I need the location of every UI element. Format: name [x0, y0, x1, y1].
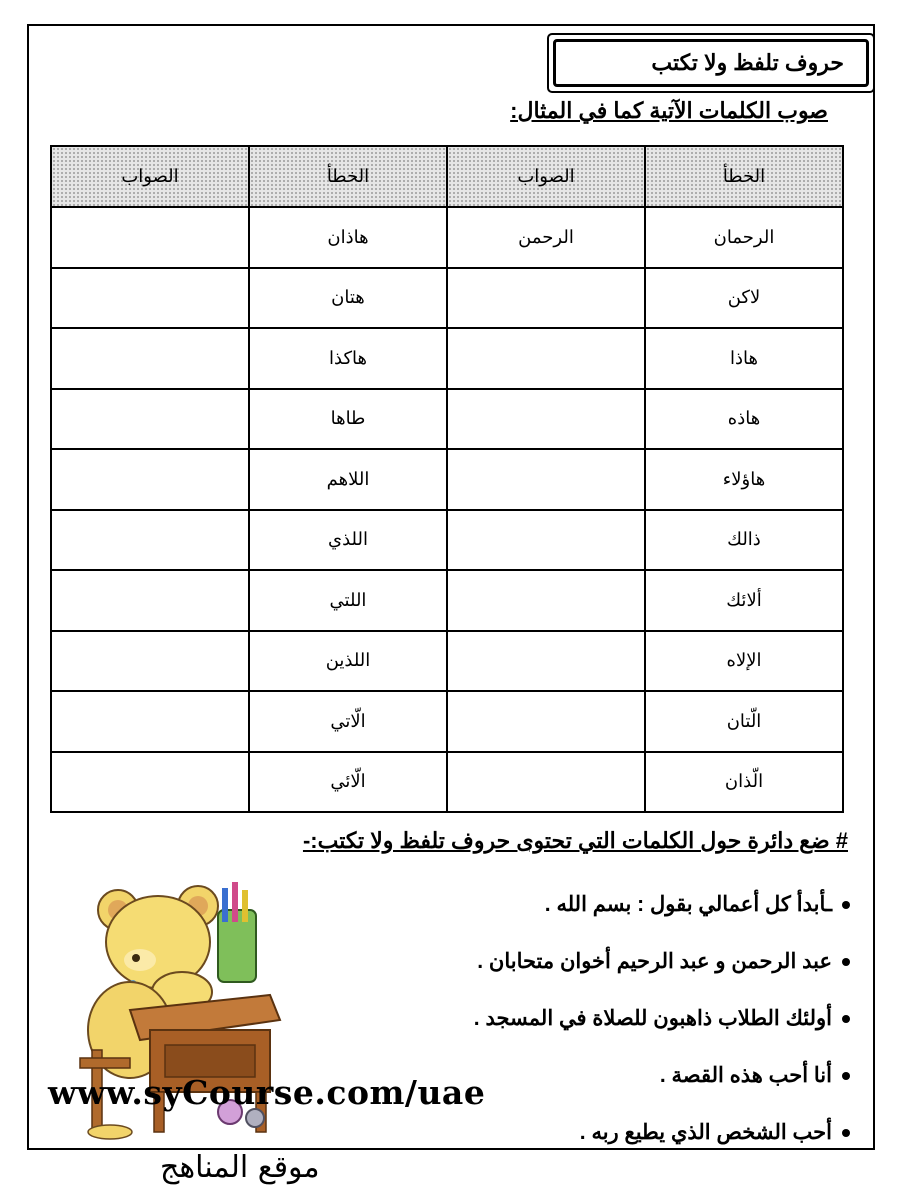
bullet-icon	[842, 958, 850, 966]
bullet-icon	[842, 1129, 850, 1137]
correct-word-cell[interactable]	[447, 449, 645, 510]
wrong-word-cell: اللاهم	[249, 449, 447, 510]
sentence-item	[250, 990, 850, 1047]
page-title: حروف تلفظ ولا تكتب	[651, 50, 844, 75]
wrong-word-cell: اللذين	[249, 631, 447, 692]
wrong-word-cell: طاها	[249, 389, 447, 450]
sentence-text: ـأبدأ كل أعمالي بقول : بسم الله .	[544, 893, 832, 916]
correct-word-cell[interactable]	[51, 752, 249, 813]
wrong-word-cell: الرحمان	[645, 207, 843, 268]
wrong-word-cell: لاكن	[645, 268, 843, 329]
website-watermark: www.syCourse.com/uae	[48, 1073, 486, 1112]
correct-word-cell[interactable]	[447, 631, 645, 692]
table-row	[51, 631, 843, 692]
title-box	[547, 33, 875, 93]
wrong-word-cell: ألائك	[645, 570, 843, 631]
wrong-word-cell: هاذا	[645, 328, 843, 389]
title-frame	[553, 39, 869, 87]
wrong-word-cell: الّاتي	[249, 691, 447, 752]
correct-word-cell[interactable]	[51, 510, 249, 571]
table-header-row	[51, 146, 843, 207]
wrong-word-cell: هاذان	[249, 207, 447, 268]
wrong-word-cell: هاؤلاء	[645, 449, 843, 510]
correct-word-cell[interactable]	[447, 752, 645, 813]
header-cell-wrong-2: الخطأ	[249, 146, 447, 207]
sentence-text: أولئك الطلاب ذاهبون للصلاة في المسجد .	[473, 1007, 832, 1030]
correct-word-cell[interactable]	[51, 207, 249, 268]
wrong-word-cell: الّتان	[645, 691, 843, 752]
sentence-item	[250, 876, 850, 933]
wrong-word-cell: الّذان	[645, 752, 843, 813]
correct-word-cell[interactable]	[447, 268, 645, 329]
wrong-word-cell: ذالك	[645, 510, 843, 571]
table-row	[51, 389, 843, 450]
table-row	[51, 570, 843, 631]
sentence-text: أحب الشخص الذي يطيع ربه .	[579, 1121, 832, 1144]
table-row	[51, 207, 843, 268]
correct-word-cell[interactable]	[51, 691, 249, 752]
table-row	[51, 752, 843, 813]
sentence-list	[250, 876, 850, 1161]
correct-word-cell[interactable]	[447, 328, 645, 389]
correct-word-cell[interactable]	[447, 691, 645, 752]
table-row	[51, 268, 843, 329]
table-row	[51, 449, 843, 510]
sentence-text: عبد الرحمن و عبد الرحيم أخوان متحابان .	[477, 950, 832, 973]
header-cell-correct-2: الصواب	[51, 146, 249, 207]
site-caption: موقع المناهج	[160, 1150, 320, 1185]
wrong-word-cell: هاذه	[645, 389, 843, 450]
bullet-icon	[842, 901, 850, 909]
header-cell-correct-1: الصواب	[447, 146, 645, 207]
table-row	[51, 510, 843, 571]
correct-word-cell[interactable]	[447, 510, 645, 571]
correct-word-cell[interactable]	[51, 449, 249, 510]
bullet-icon	[842, 1072, 850, 1080]
wrong-word-cell: الّائي	[249, 752, 447, 813]
bullet-icon	[842, 1015, 850, 1023]
correct-word-cell[interactable]	[447, 389, 645, 450]
exercise2-heading: # ضع دائرة حول الكلمات التي تحتوى حروف تلفظ ولا تكتب:-	[302, 828, 848, 853]
correct-word-cell[interactable]: الرحمن	[447, 207, 645, 268]
wrong-word-cell: الإلاه	[645, 631, 843, 692]
correct-word-cell[interactable]	[447, 570, 645, 631]
correct-word-cell[interactable]	[51, 631, 249, 692]
sentence-item	[250, 933, 850, 990]
sentence-text: أنا أحب هذه القصة .	[659, 1064, 832, 1087]
table-row	[51, 691, 843, 752]
instruction-heading: صوب الكلمات الآتية كما في المثال:	[510, 98, 828, 123]
correct-word-cell[interactable]	[51, 389, 249, 450]
table-row	[51, 328, 843, 389]
correct-word-cell[interactable]	[51, 328, 249, 389]
sentence-item	[250, 1104, 850, 1161]
correct-word-cell[interactable]	[51, 268, 249, 329]
wrong-word-cell: هتان	[249, 268, 447, 329]
wrong-word-cell: هاكذا	[249, 328, 447, 389]
wrong-word-cell: اللذي	[249, 510, 447, 571]
wrong-word-cell: اللتي	[249, 570, 447, 631]
words-table	[50, 145, 844, 813]
header-cell-wrong-1: الخطأ	[645, 146, 843, 207]
correct-word-cell[interactable]	[51, 570, 249, 631]
